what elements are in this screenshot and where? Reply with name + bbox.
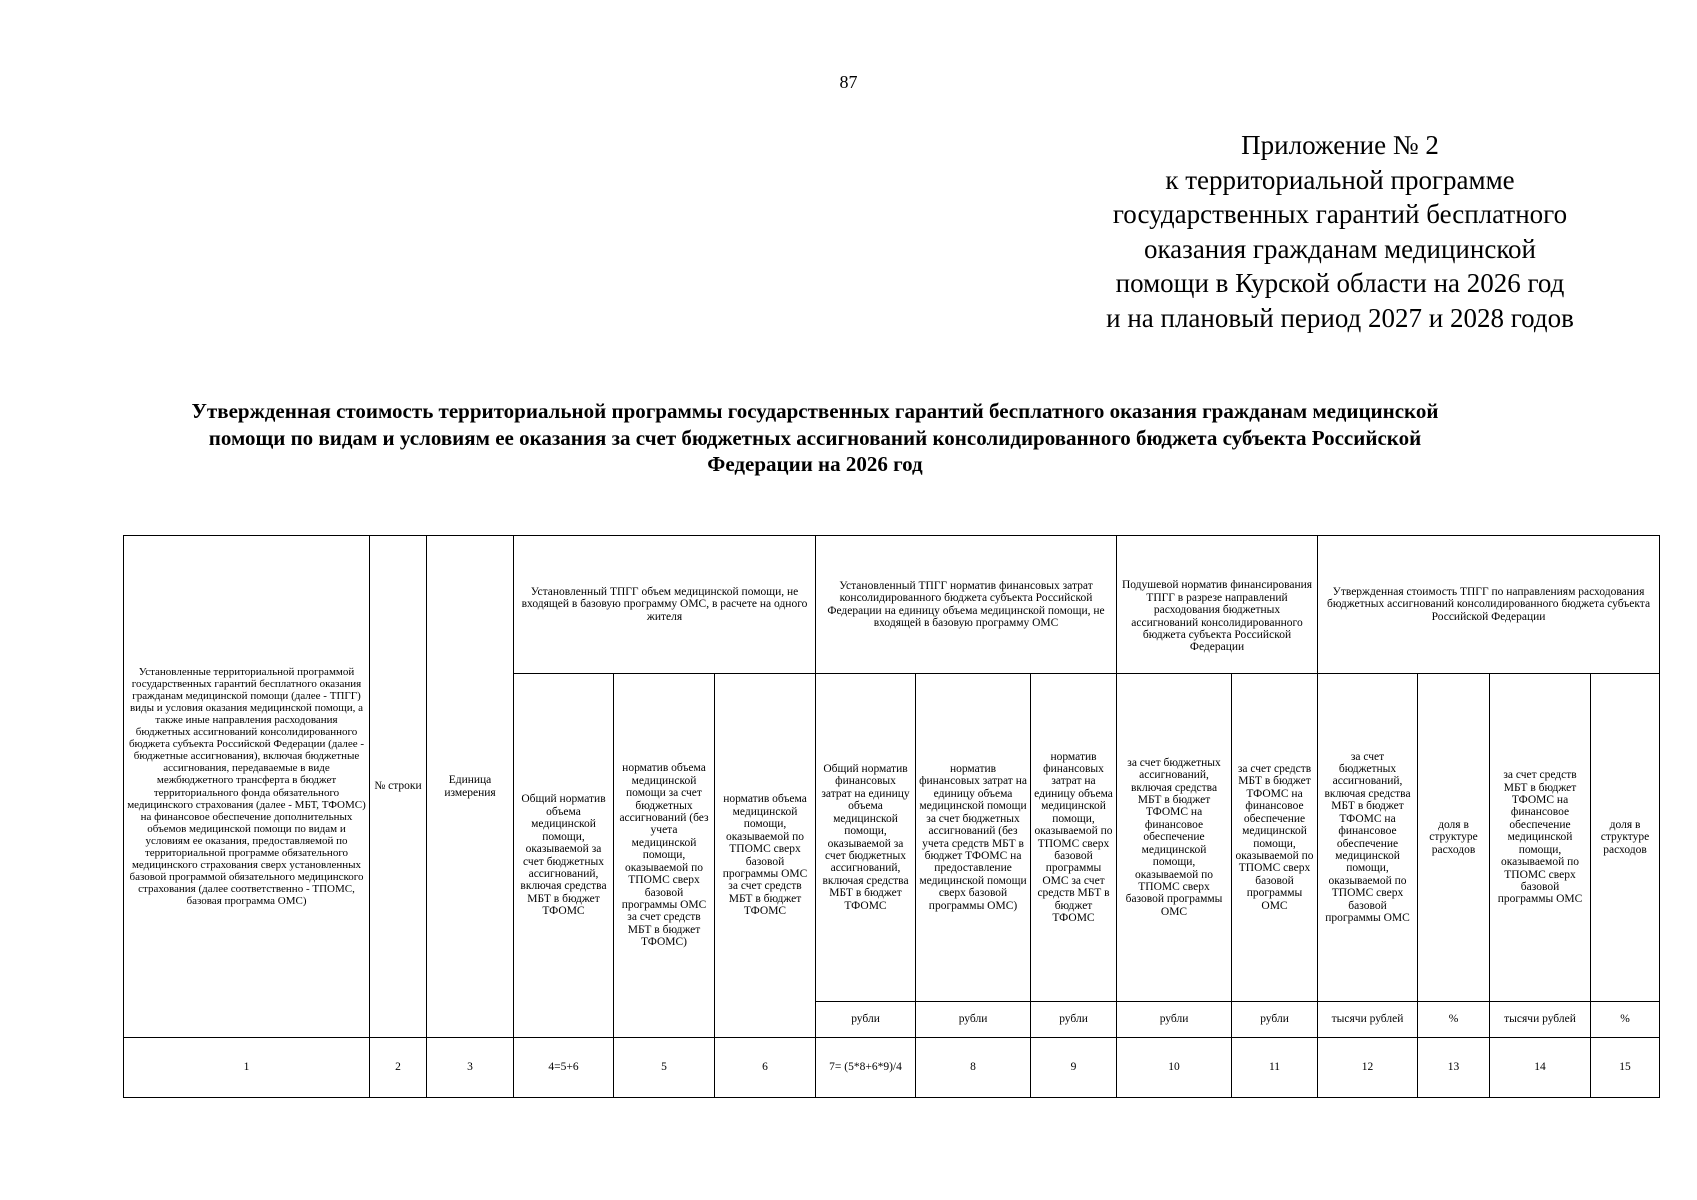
- unit-cell: %: [1418, 1002, 1490, 1038]
- subheader-cell: за счет бюджетных ассигнований, включая средства МБТ в бюджет ТФОМС на финансовое обеспечение медицинской помощи, оказываемой по ТПОМС сверх базовой программы ОМС: [1318, 674, 1418, 1002]
- title-line: Утвержденная стоимость территориальной программы государственных гарантий бесплатного оказания гражданам медицинской: [191, 399, 1439, 423]
- column-number-cell: 1: [124, 1038, 370, 1098]
- table-header-row: [124, 536, 1660, 674]
- column-number-cell: 14: [1490, 1038, 1591, 1098]
- appendix-line: оказания гражданам медицинской: [1143, 233, 1537, 264]
- column-number-cell: 4=5+6: [514, 1038, 614, 1098]
- column-number-cell: 15: [1591, 1038, 1660, 1098]
- subheader-cell: доля в структуре расходов: [1418, 674, 1490, 1002]
- row-label-header: Установленные территориальной программой государственных гарантий бесплатного оказания гражданам медицинской помощи (далее - ТПГГ) виды и условия оказания медицинской помощи, а также иные направления расходования бюджетных ассигнований консолидированного бюджета субъекта Российской Федерации (далее - бюджетные ассигнования), включая бюджетные ассигнования, передаваемые в виде межбюджетного трансферта в бюджет территориального фонда обязательного медицинского страхования (далее - МБТ, ТФОМС) на финансовое обеспечение дополнительных объемов медицинской помощи по видам и условиям ее оказания, предоставляемой по территориальной программе обязательного медицинского страхования сверх установленных базовой программой обязательного медицинского страхования (далее соответственно - ТПОМС, базовая программа ОМС): [124, 536, 370, 1038]
- column-number-cell: 7= (5*8+6*9)/4: [816, 1038, 916, 1098]
- appendix-line: к территориальной программе: [1165, 164, 1515, 195]
- appendix-line: Приложение № 2: [1241, 130, 1439, 160]
- unit-cell: рубли: [916, 1002, 1031, 1038]
- cost-table: [123, 535, 1660, 1098]
- group-header-approved-cost: Утвержденная стоимость ТПГГ по направлениям расходования бюджетных ассигнований консолидированного бюджета субъекта Российской Федерации: [1318, 536, 1660, 674]
- subheader-cell: норматив объема медицинской помощи, оказываемой по ТПОМС сверх базовой программы ОМС за счет средств МБТ в бюджет ТФОМС: [715, 674, 816, 1038]
- appendix-line: помощи в Курской области на 2026 год: [1115, 268, 1565, 298]
- column-number-cell: 6: [715, 1038, 816, 1098]
- subheader-cell: Общий норматив финансовых затрат на единицу объема медицинской помощи, оказываемой за счет бюджетных ассигнований, включая средства МБТ в бюджет ТФОМС: [816, 674, 916, 1002]
- subheader-cell: Общий норматив объема медицинской помощи, оказываемой за счет бюджетных ассигнований, включая средства МБТ в бюджет ТФОМС: [514, 674, 614, 1038]
- title-line: помощи по видам и условиям ее оказания за счет бюджетных ассигнований консолидированного бюджета субъекта Российской: [208, 425, 1422, 450]
- unit-cell: рубли: [1031, 1002, 1117, 1038]
- column-number-cell: 13: [1418, 1038, 1490, 1098]
- subheader-cell: за счет средств МБТ в бюджет ТФОМС на финансовое обеспечение медицинской помощи, оказываемой по ТПОМС сверх базовой программы ОМС: [1232, 674, 1318, 1002]
- subheader-cell: доля в структуре расходов: [1591, 674, 1660, 1002]
- document-title: [150, 398, 1480, 478]
- subheader-cell: норматив финансовых затрат на единицу объема медицинской помощи, оказываемой по ТПОМС сверх базовой программы ОМС за счет средств МБТ в бюджет ТФОМС: [1031, 674, 1117, 1002]
- subheader-cell: за счет бюджетных ассигнований, включая средства МБТ в бюджет ТФОМС на финансовое обеспечение медицинской помощи, оказываемой по ТПОМС сверх базовой программы ОМС: [1117, 674, 1232, 1002]
- subheader-cell: за счет средств МБТ в бюджет ТФОМС на финансовое обеспечение медицинской помощи, оказываемой по ТПОМС сверх базовой программы ОМС: [1490, 674, 1591, 1002]
- column-number-cell: 2: [370, 1038, 427, 1098]
- title-line: Федерации на 2026 год: [707, 452, 923, 476]
- column-number-cell: 5: [614, 1038, 715, 1098]
- subheader-cell: норматив финансовых затрат на единицу объема медицинской помощи за счет бюджетных ассигнований (без учета средств МБТ в бюджет ТФОМС на предоставление медицинской помощи сверх базовой программы ОМС): [916, 674, 1031, 1002]
- unit-cell: тысячи рублей: [1490, 1002, 1591, 1038]
- appendix-line: и на плановый период 2027 и 2028 годов: [1106, 302, 1574, 333]
- page-number: 87: [839, 72, 858, 92]
- group-header-volume: Установленный ТПГГ объем медицинской помощи, не входящей в базовую программу ОМС, в расчете на одного жителя: [514, 536, 816, 674]
- unit-cell: рубли: [1117, 1002, 1232, 1038]
- group-header-per-capita: Подушевой норматив финансирования ТПГГ в разрезе направлений расходования бюджетных ассигнований консолидированного бюджета субъекта Российской Федерации: [1117, 536, 1318, 674]
- column-number-cell: 10: [1117, 1038, 1232, 1098]
- unit-cell: тысячи рублей: [1318, 1002, 1418, 1038]
- column-number-cell: 11: [1232, 1038, 1318, 1098]
- column-number-cell: 8: [916, 1038, 1031, 1098]
- unit-cell: %: [1591, 1002, 1660, 1038]
- column-number-cell: 9: [1031, 1038, 1117, 1098]
- appendix-line: государственных гарантий бесплатного: [1112, 199, 1568, 229]
- row-number-header: № строки: [370, 536, 427, 1038]
- subheader-cell: норматив объема медицинской помощи за счет бюджетных ассигнований (без учета медицинской помощи, оказываемой по ТПОМС сверх базовой программы ОМС за счет средств МБТ в бюджет ТФОМС): [614, 674, 715, 1038]
- unit-cell: рубли: [816, 1002, 916, 1038]
- column-number-cell: 12: [1318, 1038, 1418, 1098]
- unit-header: Единица измерения: [427, 536, 514, 1038]
- group-header-cost-norm: Установленный ТПГГ норматив финансовых затрат консолидированного бюджета субъекта Российской Федерации на единицу объема медицинской помощи, не входящей в базовую программу ОМС: [816, 536, 1117, 674]
- appendix-heading: [1080, 128, 1600, 335]
- column-number-cell: 3: [427, 1038, 514, 1098]
- table-column-numbers-row: [124, 1038, 1660, 1098]
- unit-cell: рубли: [1232, 1002, 1318, 1038]
